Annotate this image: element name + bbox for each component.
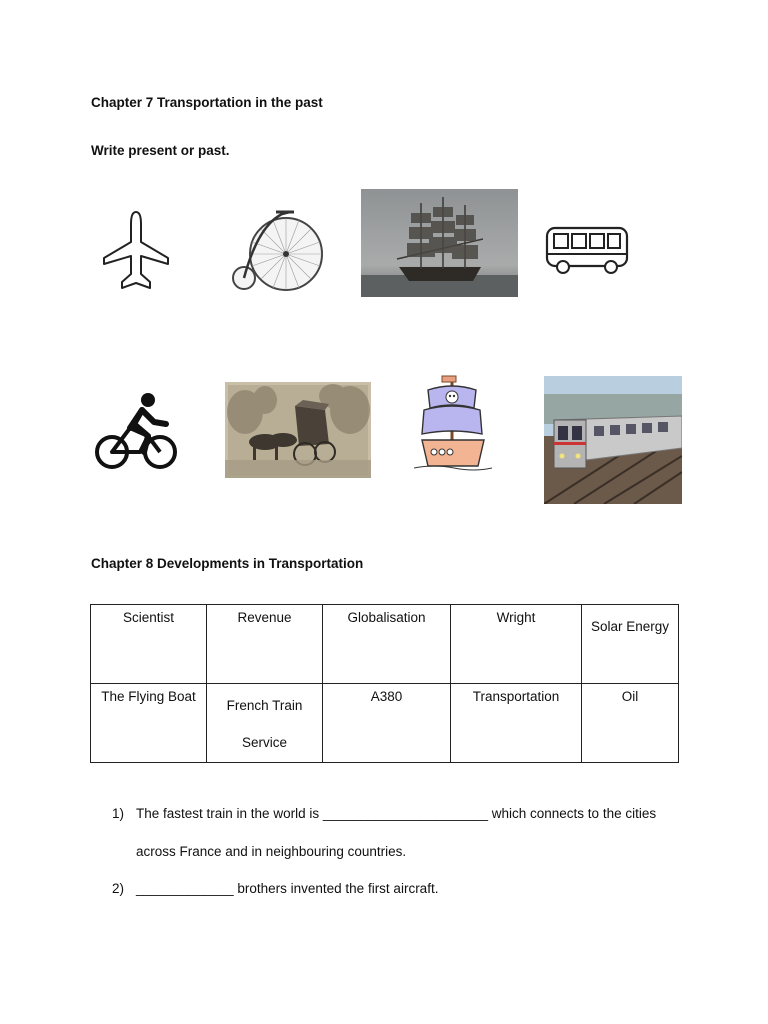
horse-drawn-carriage [225, 382, 371, 478]
chapter-7-title: Chapter 7 Transportation in the past [91, 95, 323, 110]
subway-train [544, 376, 682, 504]
word-cell: Solar Energy [582, 605, 679, 684]
cyclist-icon [94, 390, 178, 472]
table-row [91, 605, 679, 684]
word-cell: Scientist [91, 605, 207, 684]
question-number: 1) [112, 806, 125, 821]
word-bank-table [90, 604, 679, 763]
question-2 [112, 879, 692, 899]
word-cell: Revenue [207, 605, 323, 684]
penny-farthing-bicycle [228, 206, 328, 294]
word-cell: A380 [323, 684, 451, 763]
word-cell: Oil [582, 684, 679, 763]
table-row [91, 684, 679, 763]
pirate-ship-cartoon [414, 374, 492, 478]
word-cell: Wright [451, 605, 582, 684]
word-cell: The Flying Boat [91, 684, 207, 763]
sailing-ship-in-fog [361, 189, 518, 297]
bus-icon [544, 224, 630, 276]
question-list [112, 804, 692, 899]
question-text: _____________ brothers invented the first aircraft. [136, 881, 439, 896]
word-cell: Transportation [451, 684, 582, 763]
instruction-text: Write present or past. [91, 143, 230, 158]
question-text: across France and in neighbouring countries. [136, 844, 407, 859]
question-number: 2) [112, 881, 125, 896]
word-cell: Globalisation [323, 605, 451, 684]
question-text: The fastest train in the world is ______________________ which connects to the cities [136, 806, 657, 821]
chapter-8-title: Chapter 8 Developments in Transportation [91, 556, 364, 571]
word-cell: French Train Service [207, 684, 323, 763]
airplane-icon [100, 208, 172, 292]
question-1 [112, 804, 692, 862]
